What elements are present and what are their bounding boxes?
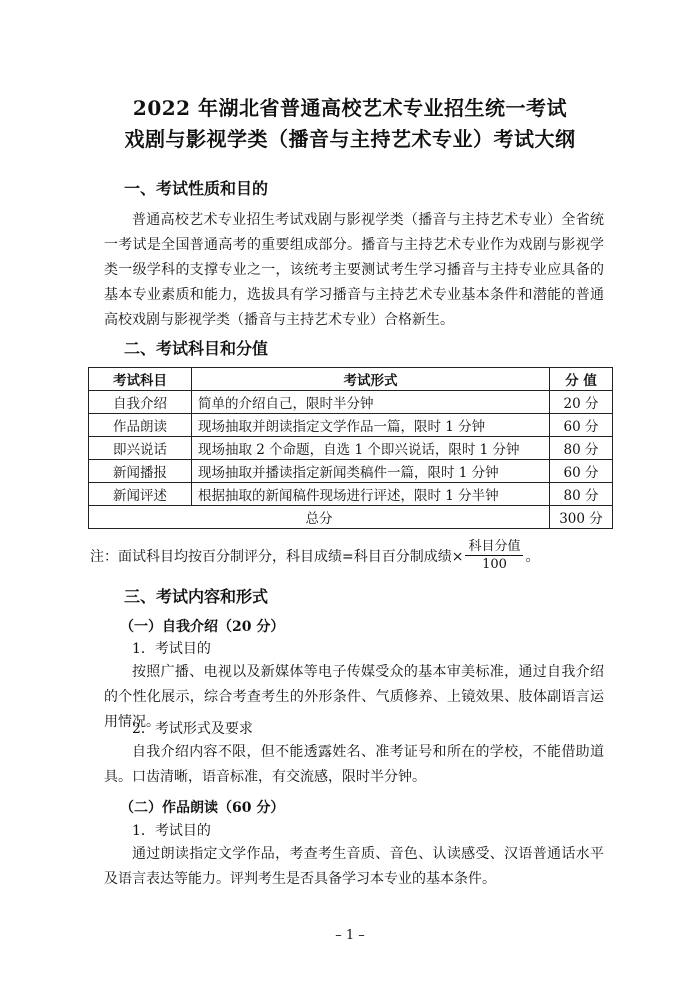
table-total-label: 总分 xyxy=(89,506,550,529)
part1-item2-title: 2．考试形式及要求 xyxy=(132,721,253,737)
table-cell-format: 根据抽取的新闻稿件现场进行评述，限时 1 分半钟 xyxy=(192,483,550,506)
document-title-line2: 戏剧与影视学类（播音与主持艺术专业）考试大纲 xyxy=(124,127,576,151)
table-cell-format: 现场抽取 2 个命题，自选 1 个即兴说话，限时 1 分钟 xyxy=(192,437,550,460)
table-cell-score: 60 分 xyxy=(550,460,613,483)
table-cell-score: 60 分 xyxy=(550,414,613,437)
table-header-row xyxy=(89,368,613,391)
page-number: – 1 – xyxy=(335,928,365,943)
part1-item1-text: 按照广播、电视以及新媒体等电子传媒受众的基本审美标准，通过自我介绍的个性化展示，综合考查考生的外形条件、气质修养、上镜效果、肢体副语言运用情况。 xyxy=(104,664,604,730)
table-row xyxy=(89,483,613,506)
table-cell-subject: 即兴说话 xyxy=(89,437,192,460)
note-prefix: 注：面试科目均按百分制评分，科目成绩=科目百分制成绩× xyxy=(90,548,464,565)
part1-heading: （一）自我介绍（20 分） xyxy=(120,619,285,635)
table-cell-subject: 新闻评述 xyxy=(89,483,192,506)
part1-item2-text: 自我介绍内容不限，但不能透露姓名、准考证号和所在的学校，不能借助道具。口齿清晰，语音标准，有交流感，限时半分钟。 xyxy=(104,744,604,785)
table-header-format: 考试形式 xyxy=(192,368,550,391)
table-total-row xyxy=(89,506,613,529)
section1-heading: 一、考试性质和目的 xyxy=(124,179,269,198)
score-fraction xyxy=(465,538,523,573)
section2-heading: 二、考试科目和分值 xyxy=(124,339,269,358)
score-note xyxy=(90,538,539,573)
part2-heading: （二）作品朗读（60 分） xyxy=(120,800,285,816)
table-row xyxy=(89,437,613,460)
table-cell-format: 简单的介绍自己，限时半分钟 xyxy=(192,391,550,414)
note-suffix: 。 xyxy=(525,548,540,565)
table-row xyxy=(89,391,613,414)
section3-heading: 三、考试内容和形式 xyxy=(124,587,269,606)
table-cell-format: 现场抽取并播读指定新闻类稿件一篇，限时 1 分钟 xyxy=(192,460,550,483)
table-row xyxy=(89,414,613,437)
table-total-value: 300 分 xyxy=(550,506,613,529)
table-cell-subject: 新闻播报 xyxy=(89,460,192,483)
table-cell-format: 现场抽取并朗读指定文学作品一篇，限时 1 分钟 xyxy=(192,414,550,437)
table-cell-subject: 作品朗读 xyxy=(89,414,192,437)
part1-item1-title: 1．考试目的 xyxy=(132,641,211,657)
table-header-subject: 考试科目 xyxy=(89,368,192,391)
table-row xyxy=(89,460,613,483)
table-cell-subject: 自我介绍 xyxy=(89,391,192,414)
table-header-score: 分 值 xyxy=(550,368,613,391)
fraction-numerator: 科目分值 xyxy=(465,538,523,556)
table-cell-score: 80 分 xyxy=(550,437,613,460)
part2-item1-text: 通过朗读指定文学作品，考查考生音质、音色、认读感受、汉语普通话水平及语言表达等能力。评判考生是否具备学习本专业的基本条件。 xyxy=(104,846,604,887)
fraction-denominator: 100 xyxy=(482,557,507,572)
table-cell-score: 80 分 xyxy=(550,483,613,506)
table-cell-score: 20 分 xyxy=(550,391,613,414)
section1-paragraph: 普通高校艺术专业招生考试戏剧与影视学类（播音与主持艺术专业）全省统一考试是全国普通高考的重要组成部分。播音与主持艺术专业作为戏剧与影视学类一级学科的支撑专业之一，该统考主要测试考生学习播音与主持专业应具备的基本专业素质和能力，选拔具有学习播音与主持艺术专业基本条件和潜能的普通高校戏剧与影视学类（播音与主持艺术专业）合格新生。 xyxy=(104,212,604,328)
document-title-line1: 2022 年湖北省普通高校艺术专业招生统一考试 xyxy=(132,96,568,120)
part2-item1-title: 1．考试目的 xyxy=(132,823,211,839)
score-table xyxy=(88,367,613,529)
